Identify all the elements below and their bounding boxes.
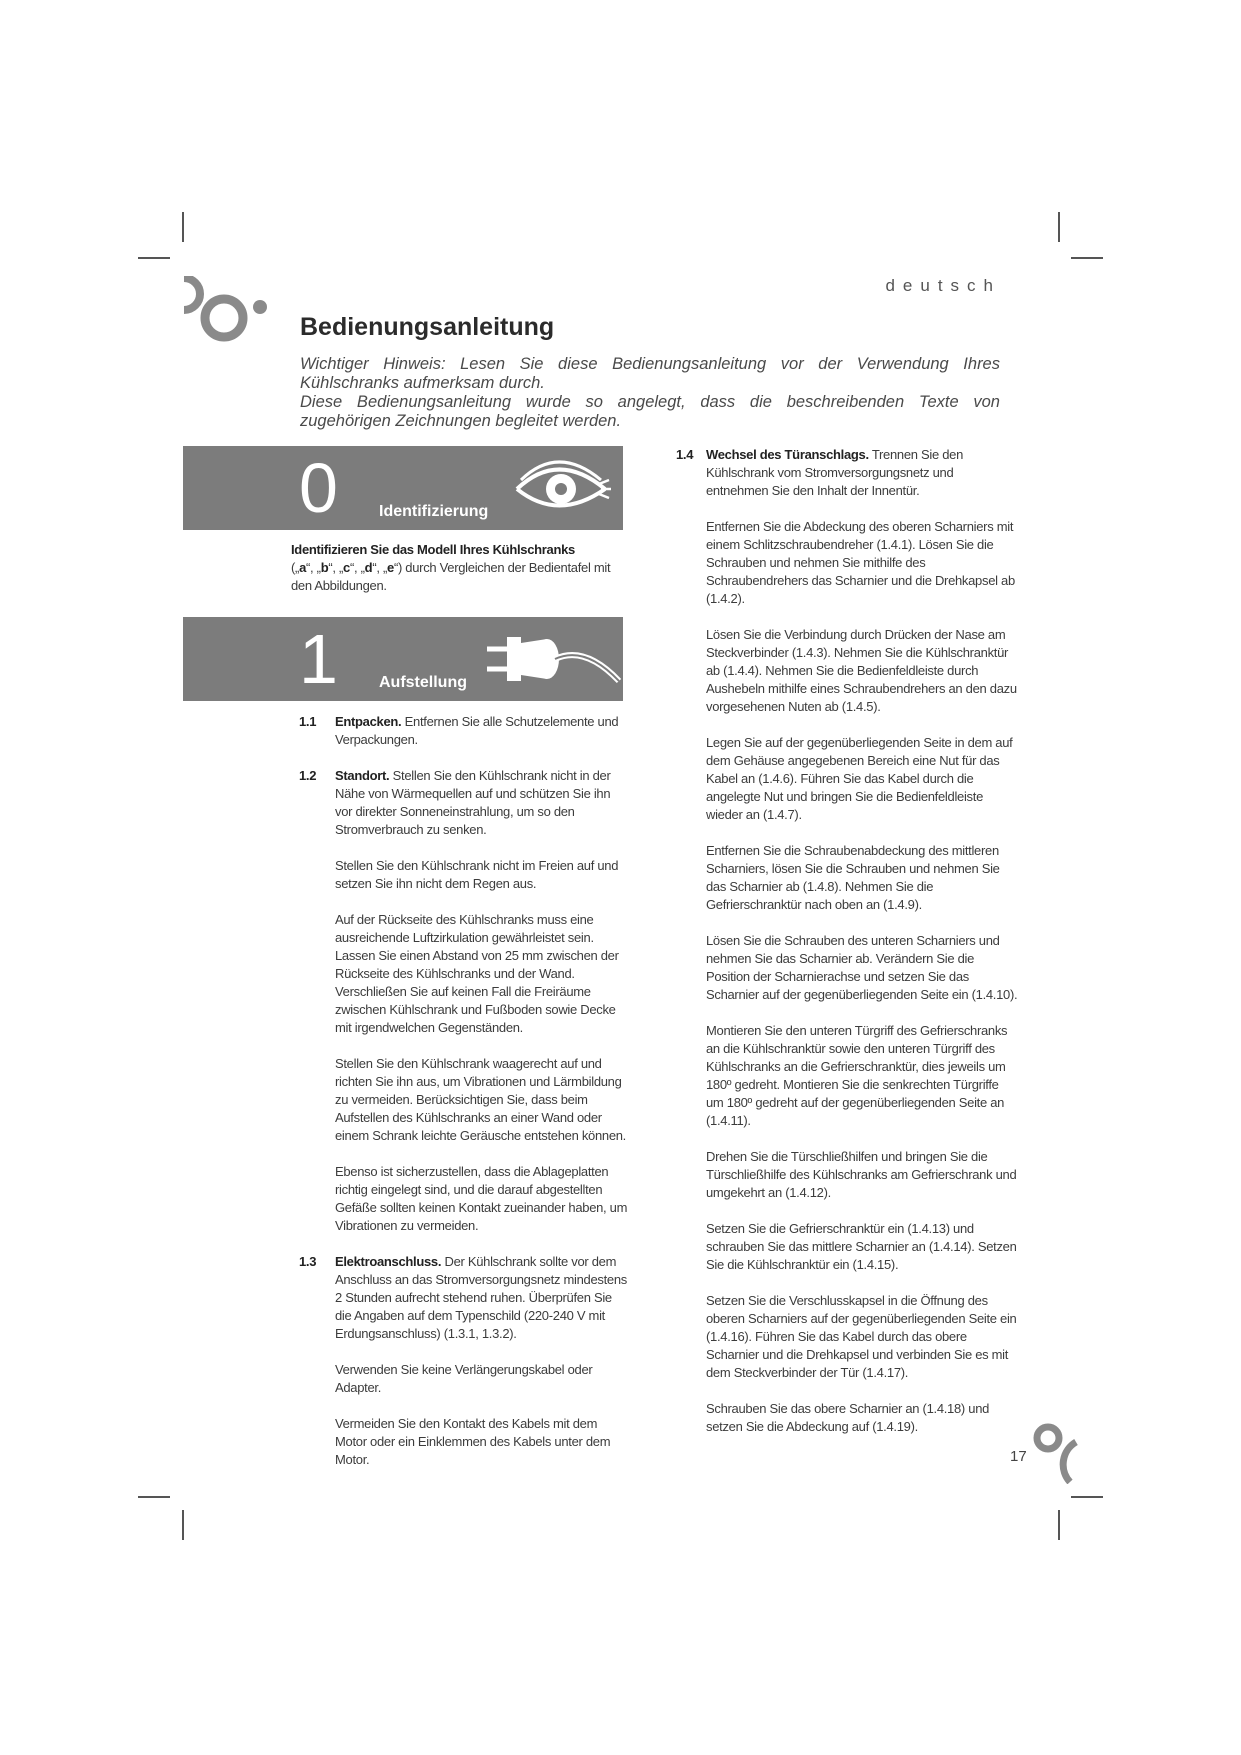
section-label: Identifizierung [379,503,489,520]
item-paragraph: Entfernen Sie die Schraubenabdeckung des mittleren Scharniers, lösen Sie die Schrauben und nehmen Sie das Scharnier ab (1.4.8). Nehmen Sie die Gefrierschranktür nach oben an (1.4.9). [706,843,1000,912]
page-title: Bedienungsanleitung [300,313,555,341]
left-column [183,446,628,1487]
list-item [299,1253,629,1469]
item-heading: Entpacken. [335,714,402,729]
plug-icon [485,625,621,695]
item-heading: Elektroanschluss. [335,1254,442,1269]
item-paragraph: Lösen Sie die Verbindung durch Drücken der Nase am Steckverbinder (1.4.3). Nehmen Sie die Kühlschranktür ab (1.4.4). Nehmen Sie die Bedienfeldleiste durch Aushebeln mithilfe eines Schraubendrehers an den dazu vorgesehenen Nuten ab (1.4.5). [706,627,1017,714]
section-number: 0 [299,449,338,527]
item-heading: Standort. [335,768,390,783]
item-paragraph: Lösen Sie die Schrauben des unteren Scharniers und nehmen Sie das Scharnier ab. Verändern Sie die Position der Scharnierachse und setzen Sie das Scharnier auf der gegenüberliegenden Seite ein (1.4.10). [706,933,1018,1002]
item-paragraph: Setzen Sie die Gefrierschranktür ein (1.4.13) und schrauben Sie das mittlere Scharnier an (1.4.14). Setzen Sie die Kühlschranktür ein (1.4.15). [706,1221,1017,1272]
list-item [676,446,1018,1436]
model-letter: b [320,560,329,575]
brand-logo [178,276,278,352]
page-number: 17 [1010,1448,1027,1465]
item-paragraph: Stellen Sie den Kühlschrank waagerecht auf und richten Sie ihn aus, um Vibrationen und Lärmbildung zu vermeiden. Berücksichtigen Sie, dass beim Aufstellen des Kühlschranks an einer Wand oder einem Schrank leichte Geräusche entstehen können. [335,1056,626,1143]
item-paragraph: Auf der Rückseite des Kühlschranks muss eine ausreichende Luftzirkulation gewährleistet sein. Lassen Sie einen Abstand von 25 mm zwischen der Rückseite des Kühlschranks und der Wand. Verschließen Sie auf keinen Fall die Freiräume zwischen Kühlschrank und Fußboden sowie Decke mit irgendwelchen Gegenständen. [335,912,619,1035]
crop-mark [1058,1510,1060,1540]
item-paragraph: Legen Sie auf der gegenüberliegenden Seite in dem auf dem Gehäuse angegebenen Bereich eine Nut für das Kabel an (1.4.6). Führen Sie das Kabel durch die angelegte Nut und bringen Sie die Bedienfeldleiste wieder an (1.4.7). [706,735,1013,822]
identification-lead: Identifizieren Sie das Modell Ihres Kühlschranks [291,542,575,557]
intro-note [300,355,1000,431]
model-letter: a [299,560,306,575]
language-label: deutsch [885,276,1001,295]
item-paragraph: Schrauben Sie das obere Scharnier an (1.4.18) und setzen Sie die Abdeckung auf (1.4.19). [706,1401,990,1434]
crop-mark [1071,257,1103,259]
item-paragraph: Vermeiden Sie den Kontakt des Kabels mit dem Motor oder ein Einklemmen des Kabels unter dem Motor. [335,1416,611,1467]
crop-mark [182,212,184,242]
item-number: 1.4 [676,447,694,462]
item-paragraph: Verwenden Sie keine Verlängerungskabel oder Adapter. [335,1362,593,1395]
identification-suffix: “) durch Vergleichen der Bedientafel mit den Abbildungen. [291,560,611,593]
crop-mark [138,1496,170,1498]
brand-logo-small [1030,1420,1080,1484]
identification-text: Identifizieren Sie das Modell Ihres Kühlschranks („a“, „b“, „c“, „d“, „e“) durch Vergleichen der Bedientafel mit den Abbildungen. [291,542,611,593]
model-letter: c [343,560,350,575]
right-column [676,446,1018,1454]
section-number: 1 [299,620,338,698]
item-paragraph: Entfernen Sie alle Schutzelemente und Verpackungen. [335,714,619,747]
installation-text [299,713,629,1469]
crop-mark [182,1510,184,1540]
model-letter: d [364,560,373,575]
crop-mark [138,257,170,259]
item-number: 1.3 [299,1254,317,1269]
item-paragraph: Stellen Sie den Kühlschrank nicht in der Nähe von Wärmequellen auf und schützen Sie ihn vor direkter Sonneneinstrahlung, um so den Stromverbrauch zu senken. [335,768,611,837]
item-paragraph: Ebenso ist sicherzustellen, dass die Ablageplatten richtig eingelegt sind, und die darauf abgestellten Gefäße sollten keinen Kontakt zueinander haben, um Vibrationen zu vermeiden. [335,1164,628,1233]
crop-mark [1058,212,1060,242]
crop-mark [1071,1496,1103,1498]
item-paragraph: Stellen Sie den Kühlschrank nicht im Freien auf und setzen Sie ihn nicht dem Regen aus. [335,858,619,891]
list-item [299,767,629,1235]
item-paragraph: Drehen Sie die Türschließhilfen und bringen Sie die Türschließhilfe des Kühlschranks am Gefrierschrank und umgekehrt an (1.4.12). [706,1149,1017,1200]
intro-paragraph: Diese Bedienungsanleitung wurde so angelegt, dass die beschreibenden Texte von zugehörigen Zeichnungen begleitet werden. [300,393,1000,430]
model-letter: e [387,560,394,575]
identification-prefix: („ [291,560,300,575]
eye-icon [513,456,613,518]
section-banner-installation [183,617,623,701]
item-paragraph: Der Kühlschrank sollte vor dem Anschluss an das Stromversorgungsnetz mindestens 2 Stunden aufrecht stehend ruhen. Überprüfen Sie die Angaben auf dem Typenschild (220-240 V mit Erdungsanschluss) (1.3.1, 1.3.2). [335,1254,627,1341]
item-paragraph: Entfernen Sie die Abdeckung des oberen Scharniers mit einem Schlitzschraubendreher (1.4.1). Lösen Sie die Schrauben und nehmen Sie mithilfe des Schraubendrehers das Scharnier und die Drehkapsel ab (1.4.2). [706,519,1015,606]
section-banner-identification [183,446,623,530]
item-number: 1.1 [299,714,317,729]
section-label: Aufstellung [379,674,467,691]
item-paragraph: Trennen Sie den Kühlschrank vom Stromversorgungsnetz und entnehmen Sie den Inhalt der Innentür. [706,447,963,498]
item-number: 1.2 [299,768,317,783]
item-paragraph: Montieren Sie den unteren Türgriff des Gefrierschranks an die Kühlschranktür sowie den unteren Türgriff des Kühlschranks an die Gefrierschranktür, dies jeweils um 180º gedreht. Montieren Sie die senkrechten Türgriffe um 180º gedreht auf der gegenüberliegenden Seite an (1.4.11). [706,1023,1008,1128]
intro-paragraph: Wichtiger Hinweis: Lesen Sie diese Bedienungsanleitung vor der Verwendung Ihres Kühlschranks aufmerksam durch. [300,355,1000,392]
list-item [299,713,629,749]
item-paragraph: Setzen Sie die Verschlusskapsel in die Öffnung des oberen Scharniers auf der gegenüberliegenden Seite ein (1.4.16). Führen Sie das Kabel durch das obere Scharnier und die Drehkapsel und verbinden Sie es mit dem Steckverbinder der Tür (1.4.17). [706,1293,1017,1380]
item-heading: Wechsel des Türanschlags. [706,447,869,462]
